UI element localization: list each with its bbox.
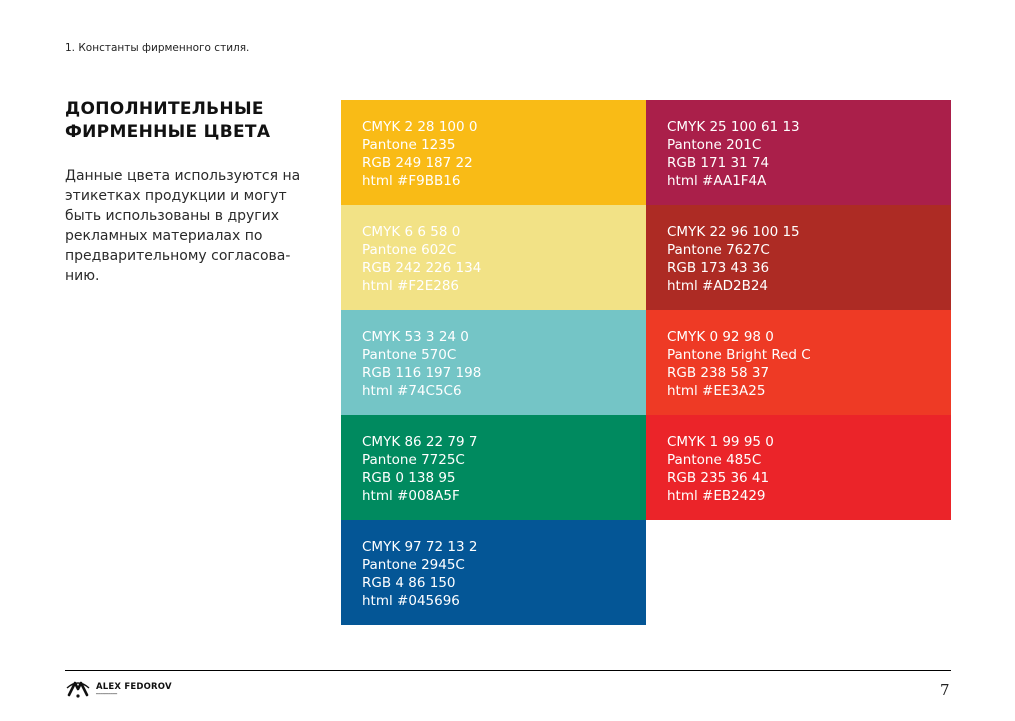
swatch-cmyk: CMYK 6 6 58 0 [362, 224, 461, 240]
swatch-html: html #045696 [362, 593, 460, 609]
swatch-pantone: Pantone 7627C [667, 242, 770, 258]
swatch-pantone: Pantone 602C [362, 242, 457, 258]
page-title-line-1: ДОПОЛНИТЕЛЬНЫЕ [65, 99, 264, 119]
swatch-html: html #F9BB16 [362, 173, 461, 189]
swatch-html: html #008A5F [362, 488, 460, 504]
swatch-rgb: RGB 116 197 198 [362, 365, 482, 381]
swatch-pantone: Pantone Bright Red C [667, 347, 811, 363]
swatch-blue [341, 520, 646, 625]
swatch-rgb: RGB 238 58 37 [667, 365, 770, 381]
swatch-pantone: Pantone 570C [362, 347, 457, 363]
footer-divider [65, 670, 951, 671]
swatch-cmyk: CMYK 2 28 100 0 [362, 119, 478, 135]
swatch-pantone: Pantone 201C [667, 137, 762, 153]
swatch-yellow [341, 100, 646, 205]
description-text: Данные цвета используются на этикетках продукции и могут быть использованы в других рекламных материалах по предварительному согласова-нию. [65, 168, 301, 284]
swatch-rgb: RGB 242 226 134 [362, 260, 482, 276]
breadcrumb: 1. Константы фирменного стиля. [65, 42, 250, 54]
swatch-rgb: RGB 0 138 95 [362, 470, 456, 486]
brand-logo [66, 679, 172, 699]
swatch-crimson [646, 100, 951, 205]
swatch-pantone: Pantone 1235 [362, 137, 456, 153]
swatch-pantone: Pantone 2945C [362, 557, 465, 573]
swatch-html: html #AA1F4A [667, 173, 767, 189]
swatch-dark-red [646, 205, 951, 310]
swatch-green [341, 415, 646, 520]
swatch-cmyk: CMYK 86 22 79 7 [362, 434, 478, 450]
swatch-html: html #F2E286 [362, 278, 460, 294]
brand-tagline: ━━━━━━━━━━ [96, 691, 118, 696]
swatch-rgb: RGB 249 187 22 [362, 155, 473, 171]
swatch-rgb: RGB 235 36 41 [667, 470, 770, 486]
swatch-pantone: Pantone 7725C [362, 452, 465, 468]
swatch-html: html #74C5C6 [362, 383, 462, 399]
alex-fedorov-logo-icon [66, 679, 90, 699]
swatch-cmyk: CMYK 53 3 24 0 [362, 329, 469, 345]
swatch-html: html #EE3A25 [667, 383, 766, 399]
swatch-cmyk: CMYK 1 99 95 0 [667, 434, 774, 450]
swatch-cmyk: CMYK 25 100 61 13 [667, 119, 800, 135]
swatch-html: html #EB2429 [667, 488, 766, 504]
swatch-pantone: Pantone 485C [667, 452, 762, 468]
swatch-cmyk: CMYK 97 72 13 2 [362, 539, 478, 555]
swatch-cmyk: CMYK 0 92 98 0 [667, 329, 774, 345]
swatch-rgb: RGB 173 43 36 [667, 260, 770, 276]
swatch-rgb: RGB 171 31 74 [667, 155, 770, 171]
swatch-cmyk: CMYK 22 96 100 15 [667, 224, 800, 240]
page-title-line-2: ФИРМЕННЫЕ ЦВЕТА [65, 122, 271, 142]
swatch-light-yellow [341, 205, 646, 310]
page-number: 7 [940, 681, 950, 699]
swatch-rgb: RGB 4 86 150 [362, 575, 456, 591]
swatch-teal [341, 310, 646, 415]
brand-name: ALEX FEDOROV [96, 681, 172, 692]
page-title [65, 98, 325, 144]
swatch-red [646, 415, 951, 520]
swatch-html: html #AD2B24 [667, 278, 769, 294]
swatch-bright-red [646, 310, 951, 415]
